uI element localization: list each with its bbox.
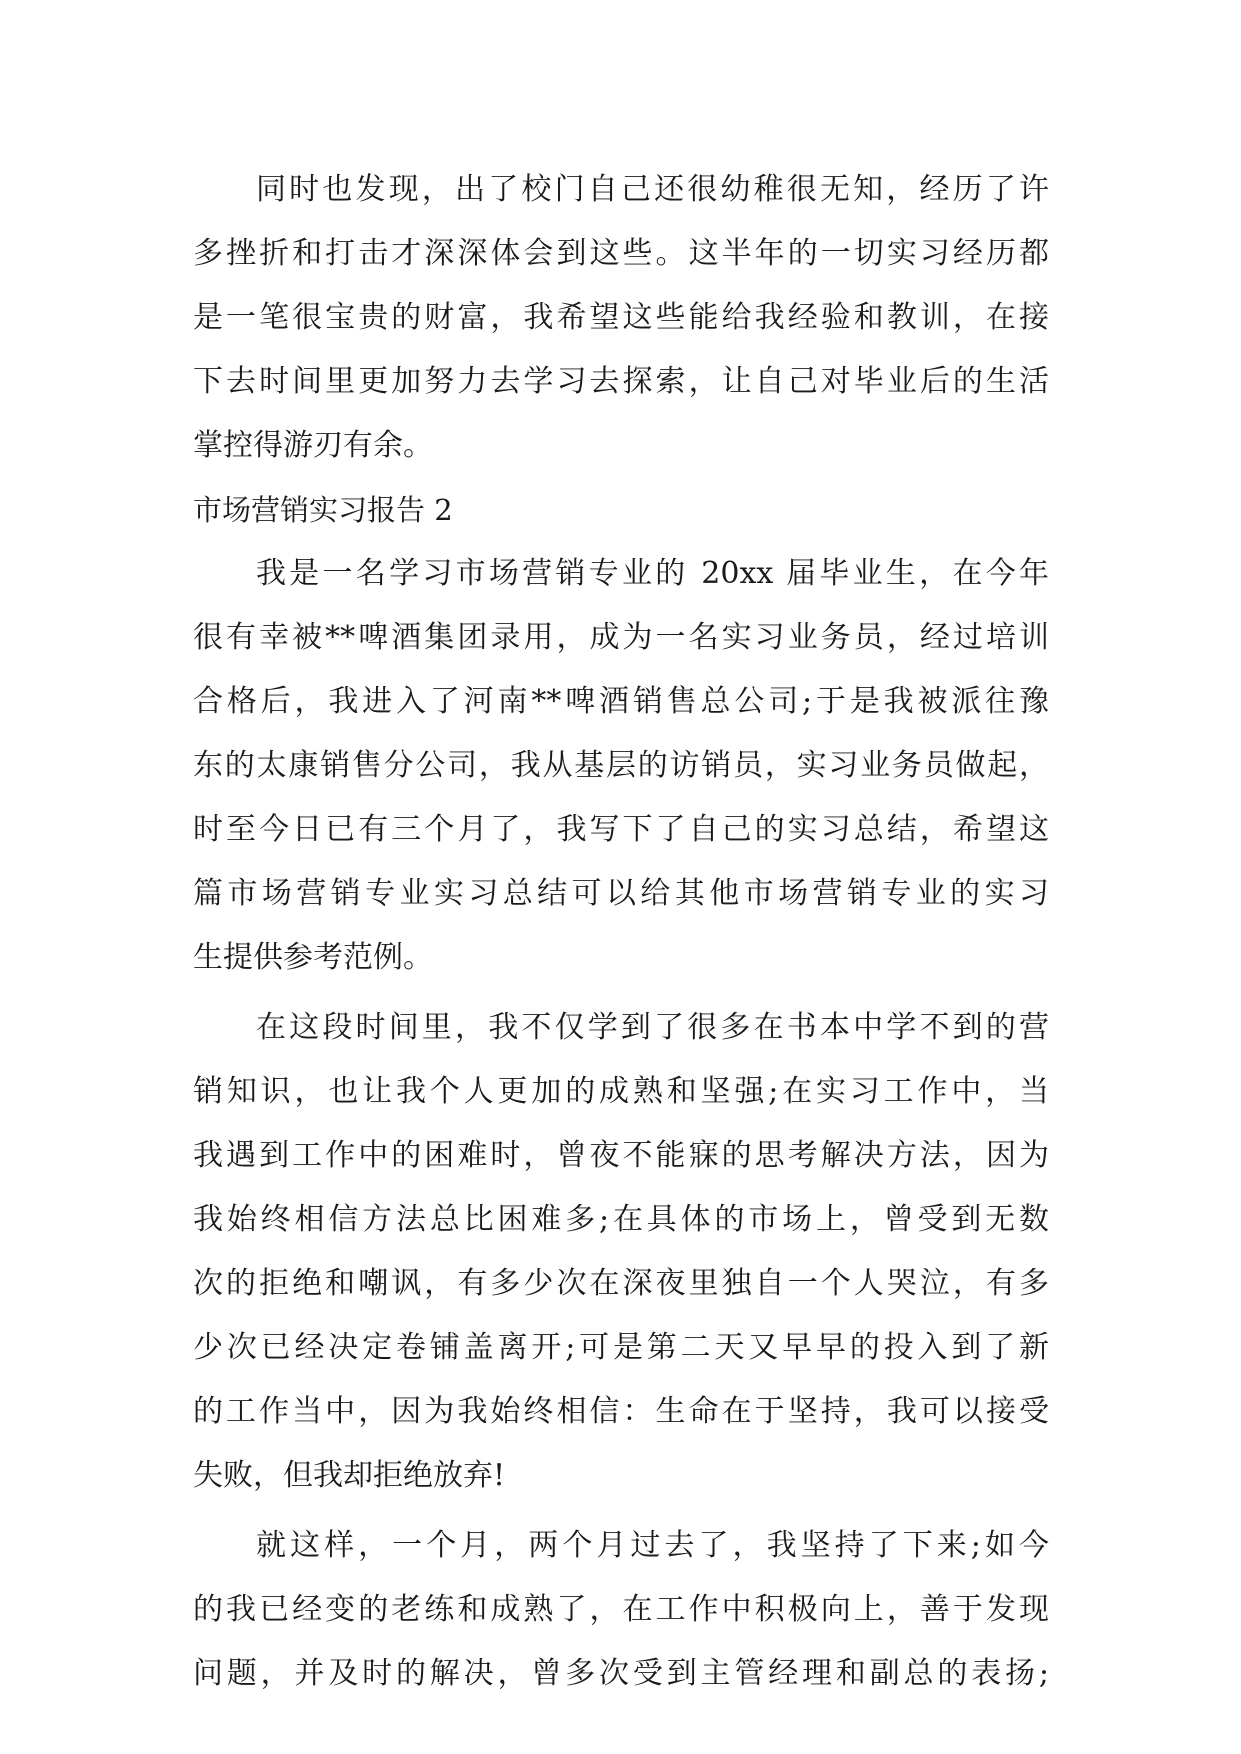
text-line: 在这段时间里，我不仅学到了很多在书本中学不到的营 <box>256 1010 1049 1045</box>
paragraph-growth <box>193 1514 1049 1706</box>
text-line: 就这样，一个月，两个月过去了，我坚持了下来;如今 <box>256 1528 1049 1563</box>
text-line: 掌控得游刃有余。 <box>193 428 433 463</box>
text-line: 我遇到工作中的困难时，曾夜不能寐的思考解决方法，因为 <box>193 1138 1049 1173</box>
text-line: 失败，但我却拒绝放弃! <box>193 1458 506 1493</box>
text-line: 销知识，也让我个人更加的成熟和坚强;在实习工作中，当 <box>193 1074 1049 1109</box>
text-line: 的我已经变的老练和成熟了，在工作中积极向上，善于发现 <box>193 1592 1049 1627</box>
text-line: 我是一名学习市场营销专业的 20xx 届毕业生，在今年 <box>256 556 1049 591</box>
text-line: 是一笔很宝贵的财富，我希望这些能给我经验和教训，在接 <box>193 300 1049 335</box>
text-line: 少次已经决定卷铺盖离开;可是第二天又早早的投入到了新 <box>193 1330 1049 1365</box>
paragraph-learning-experience <box>193 996 1049 1508</box>
text-line: 时至今日已有三个月了，我写下了自己的实习总结，希望这 <box>193 812 1049 847</box>
text-line: 篇市场营销专业实习总结可以给其他市场营销专业的实习 <box>193 876 1049 911</box>
text-line: 问题，并及时的解决，曾多次受到主管经理和副总的表扬; <box>193 1656 1049 1691</box>
text-line: 多挫折和打击才深深体会到这些。这半年的一切实习经历都 <box>193 236 1049 271</box>
text-line: 东的太康销售分公司，我从基层的访销员，实习业务员做起， <box>193 748 1049 783</box>
text-line: 我始终相信方法总比困难多;在具体的市场上，曾受到无数 <box>193 1202 1049 1237</box>
text-line: 很有幸被**啤酒集团录用，成为一名实习业务员，经过培训 <box>193 620 1049 655</box>
paragraph-introduction <box>193 542 1049 990</box>
text-line: 合格后，我进入了河南**啤酒销售总公司;于是我被派往豫 <box>193 684 1049 719</box>
section-heading: 市场营销实习报告 2 <box>193 493 453 527</box>
paragraph-internship-reflection <box>193 158 1049 478</box>
text-line: 次的拒绝和嘲讽，有多少次在深夜里独自一个人哭泣，有多 <box>193 1266 1049 1301</box>
text-line: 下去时间里更加努力去学习去探索，让自己对毕业后的生活 <box>193 364 1049 399</box>
text-line: 同时也发现，出了校门自己还很幼稚很无知，经历了许 <box>256 172 1049 207</box>
document-body <box>193 158 1049 1706</box>
text-line: 的工作当中，因为我始终相信：生命在于坚持，我可以接受 <box>193 1394 1049 1429</box>
text-line: 生提供参考范例。 <box>193 940 433 975</box>
